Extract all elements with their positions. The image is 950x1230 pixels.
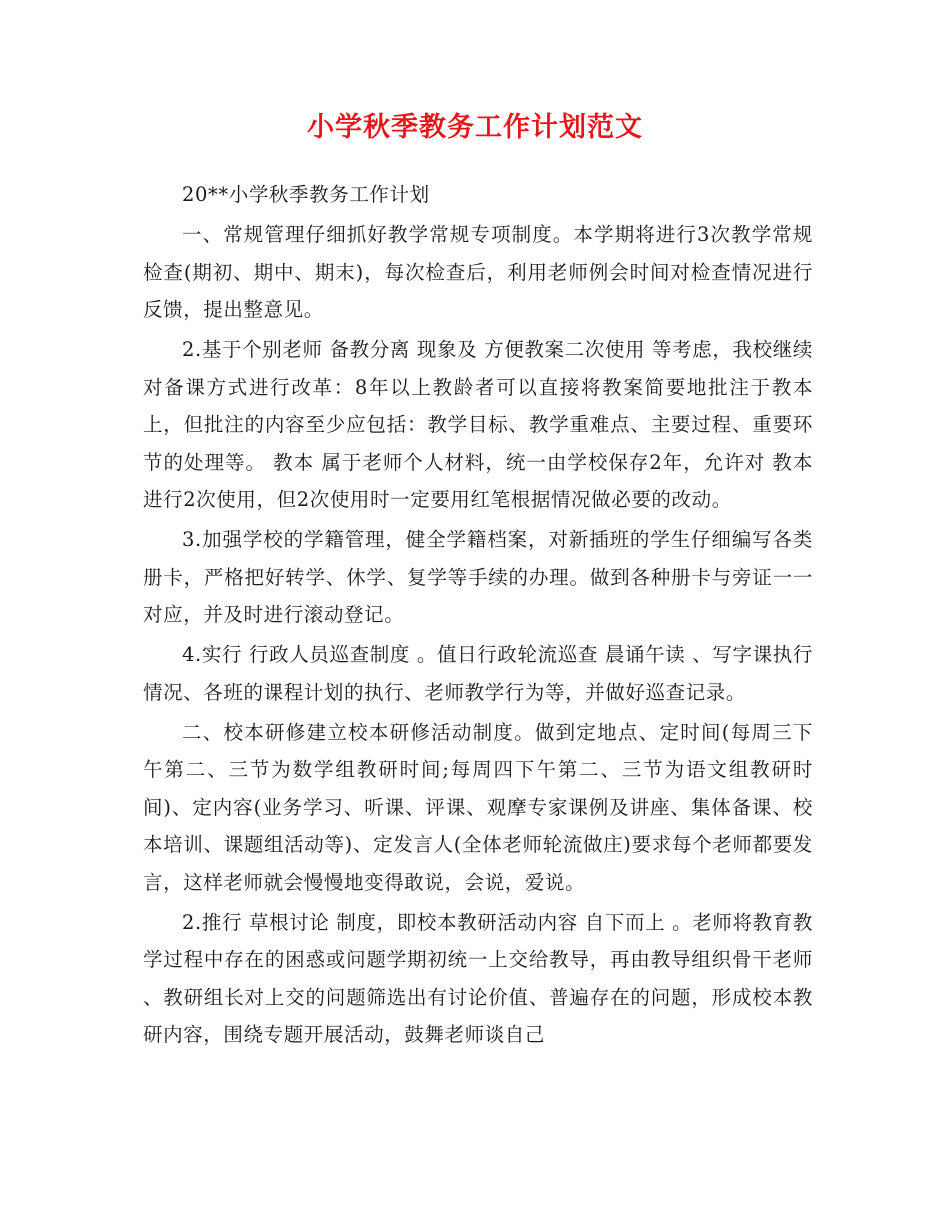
paragraph-routine-management: 一、常规管理仔细抓好教学常规专项制度。本学期将进行3次教学常规检查(期初、期中、期末)，每次检查后，利用老师例会时间对检查情况进行反馈，提出整意见。 [143, 223, 813, 321]
document-title: 小学秋季教务工作计划范文 [307, 112, 643, 143]
document-body [143, 176, 813, 1056]
paragraph-subtitle: 20**小学秋季教务工作计划 [182, 183, 430, 206]
paragraph-grassroots-discussion: 2.推行 草根讨论 制度，即校本教研活动内容 自下而上 。老师将教育教学过程中存在的困惑或问题学期初统一上交给教导，再由教导组织骨干老师 、教研组长对上交的问题筛选出有讨论价值、普遍存在的问题，形成校本教研内容，围绕专题开展活动，鼓舞老师谈自己 [143, 910, 813, 1046]
paragraph-school-research: 二、校本研修建立校本研修活动制度。做到定地点、定时间(每周三下午第二、三节为数学组教研时间;每周四下午第二、三节为语文组教研时间)、定内容(业务学习、听课、评课、观摩专家课例及讲座、集体备课、校本培训、课题组活动等)、定发言人(全体老师轮流做庄)要求每个老师都要发言，这样老师就会慢慢地变得敢说，会说，爱说。 [143, 720, 813, 894]
paragraph-admin-inspection: 4.实行 行政人员巡查制度 。值日行政轮流巡查 晨诵午读 、写字课执行情况、各班的课程计划的执行、老师教学行为等，并做好巡查记录。 [143, 643, 813, 704]
paragraph-lesson-prep-reform: 2.基于个别老师 备教分离 现象及 方便教案二次使用 等考虑，我校继续对备课方式进行改革：8年以上教龄者可以直接将教案简要地批注于教本上，但批注的内容至少应包括：教学目标、教学重难点、主要过程、重要环节的处理等。 教本 属于老师个人材料，统一由学校保存2年，允许对 教本 进行2次使用，但2次使用时一定要用红笔根据情况做必要的改动。 [143, 338, 813, 511]
paragraph-student-records: 3.加强学校的学籍管理，健全学籍档案，对新插班的学生仔细编写各类册卡，严格把好转学、休学、复学等手续的办理。做到各种册卡与旁证一一对应，并及时进行滚动登记。 [143, 528, 813, 626]
